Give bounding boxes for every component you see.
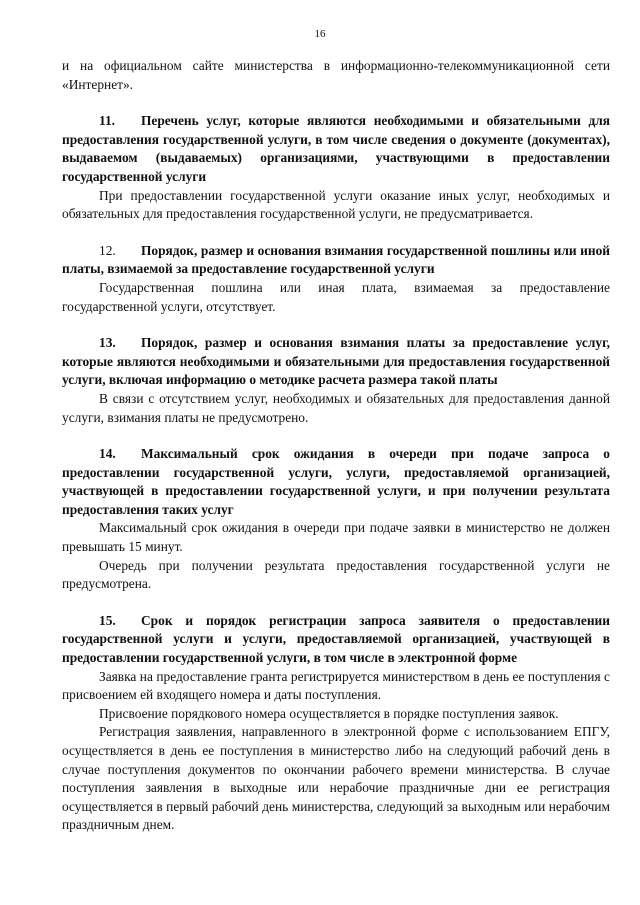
section-title: Перечень услуг, которые являются необходимыми и обязательными для предоставления государственной услуги, в том числе сведения о документе (документах), выдаваемом (выдаваемых) организациями, участвующими в предоставлении государственной услуги xyxy=(62,113,610,184)
continuation-paragraph: и на официальном сайте министерства в информационно-телекоммуникационной сети «Интернет». xyxy=(62,58,610,92)
section-number: 11. xyxy=(99,113,115,129)
paragraph: В связи с отсутствием услуг, необходимых и обязательных для предоставления данной услуги, взимания платы не предусмотрено. xyxy=(62,390,610,425)
section-title: Порядок, размер и основания взимания платы за предоставление услуг, которые являются необходимыми и обязательными для предоставления государственной услуги, включая информацию о методике расчета размера такой платы xyxy=(62,335,610,388)
section-number: 15. xyxy=(99,612,116,628)
section-number: 12. xyxy=(99,242,116,258)
section-number: 13. xyxy=(99,335,116,351)
section-title: Порядок, размер и основания взимания государственной пошлины или иной платы, взимаемой за предоставление государственной услуги xyxy=(62,242,610,277)
paragraph: Заявка на предоставление гранта регистрируется министерством в день ее поступления с присвоением ей входящего номера и даты поступления. xyxy=(62,668,610,703)
section-number: 14. xyxy=(99,446,116,462)
section-heading-12 xyxy=(62,242,610,279)
section-heading-11 xyxy=(62,112,610,186)
paragraph: Регистрация заявления, направленного в электронной форме с использованием ЕПГУ, осуществляется в день ее поступления в министерство либо на следующий рабочий день в случае поступления документов по окончании рабочего времени министерства. В случае поступления заявления в выходные или нерабочие праздничные дни ее регистрация осуществляется в первый рабочий день министерства, следующий за выходным или нерабочим праздничным днем. xyxy=(62,724,610,833)
paragraph: Присвоение порядкового номера осуществляется в порядке поступления заявок. xyxy=(99,705,559,721)
section-heading-13 xyxy=(62,334,610,390)
section-heading-14 xyxy=(62,445,610,519)
section-title: Срок и порядок регистрации запроса заявителя о предоставлении государственной услуги и услуги, предоставляемой организацией, участвующей в предоставлении государственной услуги, в том числе в электронной форме xyxy=(62,612,610,666)
paragraph: Государственная пошлина или иная плата, взимаемая за предоставление государственной услуги, отсутствует. xyxy=(62,279,610,314)
paragraph: Максимальный срок ожидания в очереди при подаче заявки в министерство не должен превышать 15 минут. xyxy=(62,520,610,555)
page-content xyxy=(62,57,610,835)
paragraph: Очередь при получении результата предоставления государственной услуги не предусмотрена. xyxy=(62,557,610,592)
section-title: Максимальный срок ожидания в очереди при подаче запроса о предоставлении государственной услуги, услуги, предоставляемой организацией, участвующей в предоставлении государственной услуги, и при получении результата предоставления таких услуг xyxy=(62,446,610,517)
page-number: 16 xyxy=(314,28,326,40)
paragraph: При предоставлении государственной услуги оказание иных услуг, необходимых и обязательных для предоставления государственной услуги, не предусматривается. xyxy=(62,187,610,222)
section-heading-15 xyxy=(62,612,610,668)
